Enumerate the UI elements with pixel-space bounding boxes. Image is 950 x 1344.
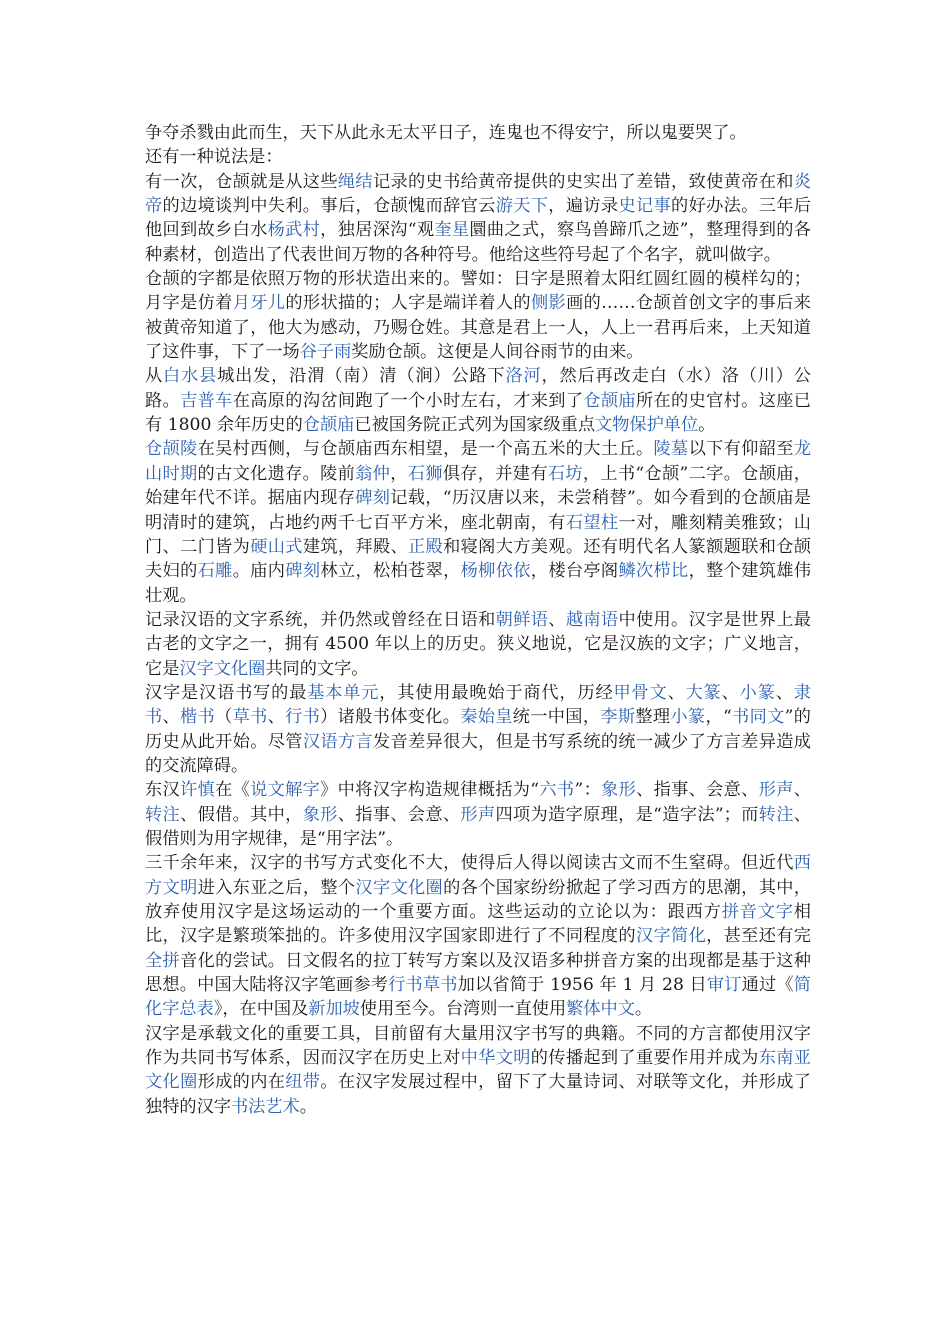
text-run: 记录的史书给黄帝提供的史实出了差错，致使黄帝在和: [372, 171, 794, 192]
text-run: 在高原的沟岔间跑了一个小时左右，才来到了: [232, 390, 584, 411]
text-run: 、指事、会意、: [337, 804, 461, 825]
hyperlink[interactable]: 楷书: [180, 707, 216, 728]
hyperlink[interactable]: 行书草书: [388, 975, 458, 996]
text-run: 从: [145, 366, 164, 387]
text-run: 的传播起到了重要作用并成为: [530, 1048, 759, 1069]
hyperlink[interactable]: 绳结: [337, 171, 373, 192]
text-run: 整理: [635, 707, 671, 728]
text-run: 、假借则为用字规律，是“用字法”。: [145, 804, 811, 849]
text-run: （: [215, 707, 233, 728]
text-run: 进入东亚之后，整个: [197, 877, 356, 898]
hyperlink[interactable]: 游天下: [495, 196, 549, 217]
hyperlink[interactable]: 汉语方言: [302, 731, 373, 752]
text-run: 、: [793, 780, 811, 801]
hyperlink[interactable]: 许慎: [180, 780, 216, 801]
paragraph: [145, 681, 811, 778]
hyperlink[interactable]: 小篆: [739, 682, 776, 703]
hyperlink[interactable]: 象形: [302, 804, 338, 825]
hyperlink[interactable]: 说文解字: [250, 780, 321, 801]
paragraph: [145, 267, 811, 364]
text-run: 加以省简于 1956 年 1 月 28 日: [457, 975, 707, 996]
hyperlink[interactable]: 拼音文字: [721, 902, 794, 922]
hyperlink[interactable]: 仓颉陵: [145, 439, 198, 460]
hyperlink[interactable]: 翁仲: [355, 463, 391, 484]
text-run: 使用至今。台湾则一直使用: [359, 999, 567, 1020]
text-run: 所在的史官村。这座已有 1800 余年历史的: [145, 390, 811, 436]
hyperlink[interactable]: 碑刻: [355, 488, 391, 509]
hyperlink[interactable]: 杨武村: [267, 220, 321, 241]
hyperlink[interactable]: 汉字文化圈: [179, 658, 266, 679]
text-run: ，楼台亭阁: [530, 561, 619, 582]
hyperlink[interactable]: 象形: [601, 780, 637, 801]
hyperlink[interactable]: 甲骨文: [613, 682, 668, 703]
hyperlink[interactable]: 汉字简化: [635, 926, 707, 947]
hyperlink[interactable]: 新加坡: [308, 999, 360, 1020]
text-run: 圜曲之式，察鸟兽蹄爪之迹”，整理得到的各种素材，创造出了代表世间万物的各种符号。他给这些符号起了个名字，就叫做字。: [145, 220, 811, 265]
paragraph: [145, 437, 811, 607]
hyperlink[interactable]: 鳞次栉比: [618, 561, 689, 582]
text-run: 的古文化遗存。陵前: [197, 463, 356, 484]
hyperlink[interactable]: 仓颉庙: [583, 390, 636, 411]
hyperlink[interactable]: 西方文明: [145, 853, 811, 898]
hyperlink[interactable]: 转注: [758, 804, 794, 825]
text-run: 有一次，仓颉就是从这些: [145, 171, 338, 192]
text-run: 。: [634, 999, 653, 1020]
hyperlink[interactable]: 东南亚文化圈: [145, 1048, 811, 1093]
text-run: ，然后再改走白（水）洛（川）公路。: [145, 366, 811, 411]
hyperlink[interactable]: 正殿: [408, 536, 444, 557]
text-run: 记录汉语的文字系统，并仍然或曾经在日语和: [145, 609, 496, 630]
text-run: 、: [267, 707, 286, 728]
text-run: ，上书“仓颉”二字。仓颉庙，始建年代不详。据庙内现存: [145, 463, 811, 509]
text-run: 统一中国，: [512, 707, 601, 728]
hyperlink[interactable]: 全拼: [145, 950, 181, 971]
text-run: 、: [667, 682, 686, 703]
hyperlink[interactable]: 基本单元: [307, 682, 380, 703]
hyperlink[interactable]: 杨柳依依: [460, 561, 531, 582]
text-run: ，其使用最晚始于商代，历经: [379, 682, 614, 703]
text-run: 画的……仓颉首创文字的事后来被黄帝知道了，他大为感动，乃赐仓姓。其意是君上一人，人上一君再后来，上天知道了这件事，下了一场: [145, 293, 811, 363]
text-run: 。: [299, 1096, 317, 1117]
hyperlink[interactable]: 洛河: [505, 366, 542, 387]
text-run: 中使用。汉字是世界上最古老的文字之一，拥有 4500 年以上的历史。狭义地说，它是汉族的文字；广义地言，它是: [145, 609, 811, 679]
hyperlink[interactable]: 简化字总表: [145, 975, 811, 1020]
hyperlink[interactable]: 文物保护单位: [595, 415, 699, 436]
text-run: 汉字是汉语书写的最: [145, 682, 308, 703]
text-run: 共同的文字。: [265, 658, 369, 679]
text-run: 》中将汉字构造规律概括为“: [320, 780, 540, 801]
text-run: 。在汉字发展过程中，留下了大量诗词、对联等文化，并形成了独特的汉字: [145, 1072, 811, 1117]
text-run: ，: [390, 463, 408, 484]
hyperlink[interactable]: 纽带: [285, 1072, 321, 1093]
hyperlink[interactable]: 大篆: [685, 682, 722, 703]
hyperlink[interactable]: 审订: [706, 975, 742, 996]
paragraph: [145, 1022, 811, 1119]
text-run: ，“: [705, 707, 732, 728]
hyperlink[interactable]: 越南语: [565, 609, 619, 630]
hyperlink[interactable]: 石狮: [407, 463, 443, 484]
hyperlink[interactable]: 书同文: [731, 707, 785, 728]
text-run: 和寝阁大方美观。还有明代名人篆额题联和仓颉夫妇的: [145, 536, 811, 582]
hyperlink[interactable]: 石坊: [547, 463, 583, 484]
hyperlink[interactable]: 侧影: [530, 293, 567, 314]
text-run: 、: [162, 707, 181, 728]
hyperlink[interactable]: 谷子雨: [299, 342, 352, 363]
text-run: ）诸般书体变化。: [320, 707, 461, 728]
text-run: 争夺杀戮由此而生，天下从此永无太平日子，连鬼也不得安宁，所以鬼要哭了。: [145, 123, 747, 143]
hyperlink[interactable]: 吉普车: [180, 390, 233, 411]
paragraph: [145, 170, 811, 267]
hyperlink[interactable]: 汉字文化圈: [355, 877, 444, 898]
hyperlink[interactable]: 石雕: [197, 561, 233, 582]
hyperlink[interactable]: 龙山时期: [145, 439, 811, 484]
text-run: 四项为造字原理，是“造字法”；而: [495, 804, 759, 825]
hyperlink[interactable]: 草书: [232, 707, 268, 728]
hyperlink[interactable]: 书法艺术: [230, 1096, 300, 1117]
hyperlink[interactable]: 李斯: [600, 707, 636, 728]
text-run: 》，在中国及: [213, 999, 309, 1020]
paragraph: [145, 778, 811, 851]
text-run: 形成的内在: [197, 1072, 286, 1093]
text-run: 在《: [215, 780, 251, 801]
text-run: 还有一种说法是：: [145, 147, 283, 168]
hyperlink[interactable]: 仓颉庙: [302, 415, 355, 436]
paragraph: [145, 851, 811, 1021]
text-run: 俱存，并建有: [442, 463, 548, 484]
hyperlink[interactable]: 石望柱: [565, 512, 619, 533]
text-run: ，遍访录: [548, 196, 619, 217]
hyperlink[interactable]: 碑刻: [285, 561, 321, 582]
text-run: 汉字是承载文化的重要工具，目前留有大量用汉字书写的典籍。不同的方言都使用汉字作为共同书写体系，因而汉字在历史上对: [145, 1023, 811, 1069]
hyperlink[interactable]: 白水县: [163, 366, 218, 387]
text-run: ，整个建筑雄伟壮观。: [145, 561, 811, 606]
text-run: 、指事、会意、: [636, 780, 759, 801]
text-run: 以下有仰韶至: [688, 439, 794, 460]
text-run: 、假借。其中，: [180, 804, 303, 825]
text-run: 发音差异很大，但是书写系统的统一减少了方言差异造成的交流障碍。: [145, 731, 811, 776]
text-run: 。: [698, 415, 716, 436]
hyperlink[interactable]: 转注: [145, 804, 181, 825]
hyperlink[interactable]: 陵墓: [653, 439, 689, 460]
hyperlink[interactable]: 六书: [539, 780, 575, 801]
text-run: 。庙内: [232, 561, 286, 582]
text-run: 、: [548, 609, 566, 630]
text-run: 奖励仓颉。这便是人间谷雨节的由来。: [351, 342, 644, 363]
text-run: 的好办法。三年后他回到故乡白水: [145, 196, 811, 241]
hyperlink[interactable]: 硬山式: [250, 536, 303, 557]
hyperlink[interactable]: 史记事: [618, 196, 672, 217]
text-run: 东汉: [145, 780, 181, 801]
hyperlink[interactable]: 繁体中文: [566, 999, 635, 1020]
paragraph: [145, 364, 811, 437]
text-run: 、: [775, 682, 794, 703]
paragraph: [145, 608, 811, 681]
hyperlink[interactable]: 炎帝: [145, 171, 811, 217]
text-run: 建筑，拜殿、: [302, 536, 409, 557]
hyperlink[interactable]: 小篆: [670, 707, 706, 728]
text-run: ”的历史从此开始。尽管: [145, 707, 811, 752]
text-run: 相比，汉字是繁琐笨拙的。许多使用汉字国家即进行了不同程度的: [145, 902, 811, 947]
hyperlink[interactable]: 奎星: [434, 220, 470, 241]
text-run: 已被国务院正式列为国家级重点: [354, 415, 596, 436]
text-run: ”：: [574, 780, 602, 801]
text-run: 的形状描的；人字是端详着人的: [285, 293, 531, 314]
text-run: 三千余年来，汉字的书写方式变化不大，使得后人得以阅读古文而不生窒碍。但近代: [145, 853, 794, 874]
hyperlink[interactable]: 朝鲜语: [495, 609, 549, 630]
text-run: 的各个国家纷纷掀起了学习西方的思潮，其中，放弃使用汉字是这场运动的一个重要方面。这些运动的立论以为：跟西方: [145, 877, 811, 922]
text-run: 的边境谈判中失利。事后，仓颉愧而辞官云: [162, 196, 496, 217]
paragraph: [145, 145, 811, 169]
paragraph: [145, 121, 811, 145]
text-run: 一对，雕刻精美雅致；山门、二门皆为: [145, 512, 811, 557]
text-run: ，独居深沟“观: [320, 220, 435, 241]
text-run: 、: [721, 682, 740, 703]
hyperlink[interactable]: 行书: [285, 707, 321, 728]
text-run: 记载，“历汉唐以来，未尝稍替”。如今看到的仓颉庙是明清时的建筑，占地约两千七百平方米，座北朝南，有: [145, 488, 811, 533]
document-body: [145, 121, 811, 1119]
text-run: ，甚至还有完: [706, 926, 811, 947]
hyperlink[interactable]: 形声: [758, 780, 794, 801]
text-run: 在吴村西侧，与仓颉庙西东相望，是一个高五米的大土丘。: [197, 439, 654, 460]
hyperlink[interactable]: 中华文明: [460, 1048, 531, 1069]
hyperlink[interactable]: 形声: [460, 804, 496, 825]
text-run: 城出发，沿渭（南）清（涧）公路下: [217, 366, 506, 387]
hyperlink[interactable]: 隶书: [145, 682, 811, 728]
text-run: 音化的尝试。日文假名的拉丁转写方案以及汉语多种拼音方案的出现都是基于这种思想。中国大陆将汉字笔画参考: [145, 950, 811, 996]
hyperlink[interactable]: 秦始皇: [460, 707, 513, 728]
text-run: 仓颉的字都是依照万物的形状造出来的。譬如：日字是照着太阳红圆红圆的模样勾的；月字是仿着: [145, 269, 811, 314]
text-run: 通过《: [741, 975, 794, 996]
text-run: 林立，松柏苍翠，: [320, 561, 461, 582]
hyperlink[interactable]: 月牙儿: [232, 293, 286, 314]
